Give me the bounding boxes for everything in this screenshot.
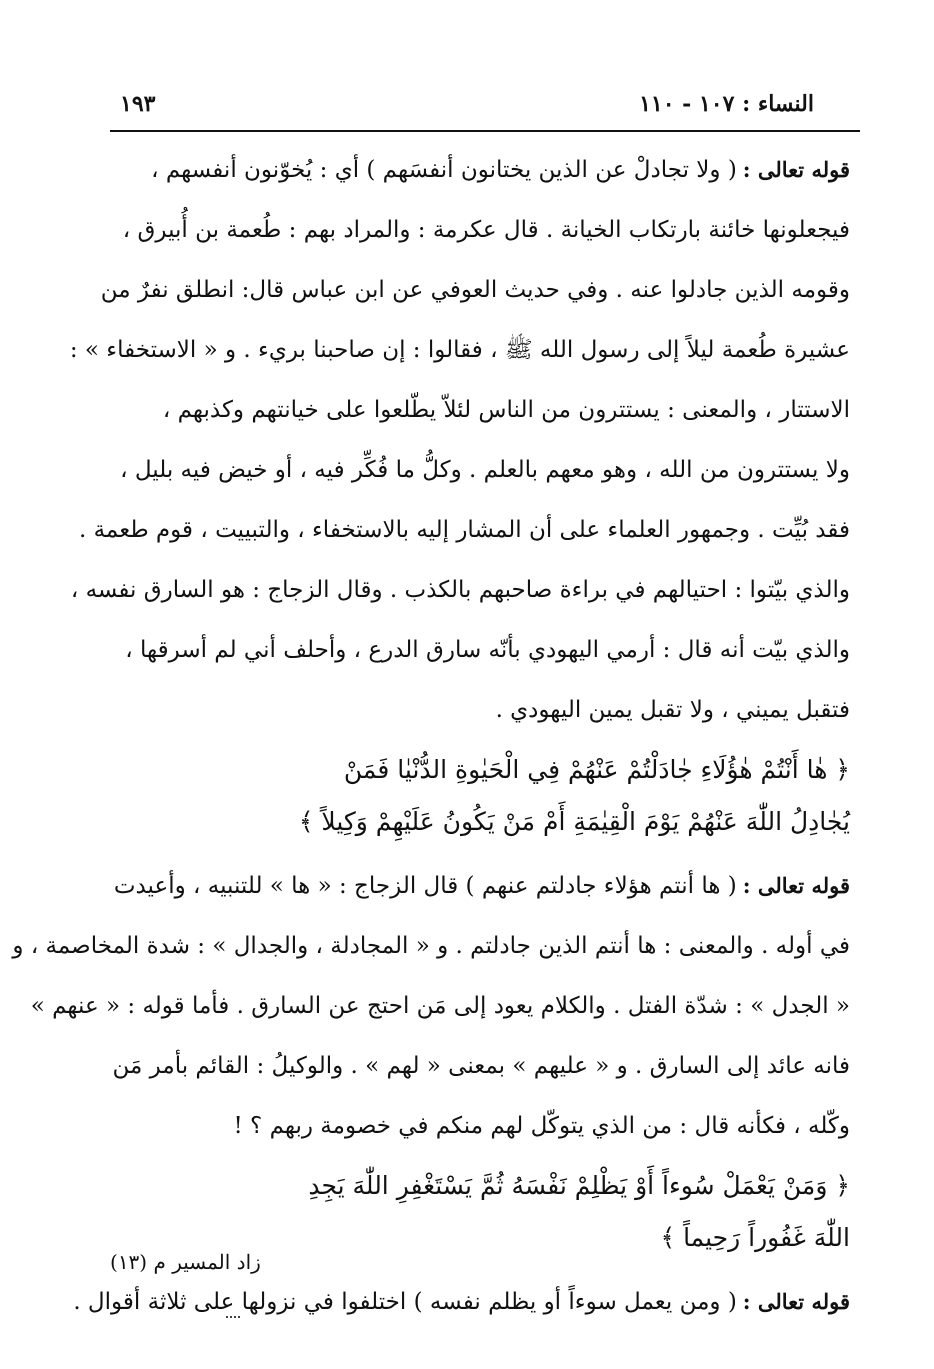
line-text: ( ولا تجادلْ عن الذين يختانون أنفسَهم ) أي : يُخوّنون أنفسهم ، [151, 157, 737, 183]
header-title: النساء : ١٠٧ - ١١٠ [639, 91, 814, 117]
verse-line: يُجٰادِلُ اللّٰهَ عَنْهُمْ يَوْمَ الْقِيٰمَةِ أَمْ مَنْ يَكُونُ عَلَيْهِمْ وَكِيلاً ﴾ [298, 807, 850, 836]
verse-line: ﴿ هٰا أَنْتُمْ هٰؤُلَاءِ جٰادَلْتُمْ عَنْهُمْ فِي الْحَيٰوةِ الدُّنْيٰا فَمَنْ [343, 755, 850, 784]
lead-phrase: قوله تعالى : [742, 157, 850, 182]
header-rule [110, 130, 860, 132]
text-line: ولا يستترون من الله ، وهو معهم بالعلم . وكلُّ ما فُكِّر فيه ، أو خيض فيه بليل ، [120, 457, 850, 483]
page-body [12, 140, 850, 1332]
text-line: فقد بُيِّت . وجمهور العلماء على أن المشار إليه بالاستخفاء ، والتبييت ، قوم طعمة . [78, 517, 850, 543]
text-line: فانه عائد إلى السارق . و « عليهم » بمعنى « لهم » . والوكيلُ : القائم بأمر مَن [112, 1053, 850, 1079]
signature-footer [110, 1250, 850, 1286]
text-line: والذي بيّت أنه قال : أرمي اليهودي بأنّه سارق الدرع ، وأحلف أني لم أسرقها ، [125, 637, 850, 663]
text-line: الاستتار ، والمعنى : يستترون من الناس لئلاّ يطّلعوا على خيانتهم وكذبهم ، [162, 397, 850, 423]
paragraph-1 [69, 140, 850, 740]
paragraph-2 [12, 856, 850, 1156]
line-text: ( ها أنتم هؤلاء جادلتم عنهم ) قال الزجاج : « ها » للتنبيه ، وأعيدت [113, 873, 737, 899]
text-line [110, 140, 850, 200]
lead-phrase: قوله تعالى : [742, 1289, 850, 1314]
quran-verse-1 [110, 744, 850, 848]
verse-line: اللّٰهَ غَفُوراً رَحِيماً ﴾ [660, 1223, 850, 1252]
page-number: ١٩٣ [120, 91, 156, 117]
text-line: وكّله ، فكأنه قال : من الذي يتوكّل لهم منكم في خصومة ربهم ؟ ! [233, 1113, 850, 1139]
signature-text: زاد المسير م (١٣) [110, 1250, 261, 1274]
verse-line: ﴿ وَمَنْ يَعْمَلْ سُوءاً أَوْ يَظْلِمْ نَفْسَهُ ثُمَّ يَسْتَغْفِرِ اللّٰهَ يَجِدِ [308, 1171, 850, 1200]
quran-verse-2 [110, 1160, 850, 1264]
text-line: والذي بيّتوا : احتيالهم في براءة صاحبهم بالكذب . وقال الزجاج : هو السارق نفسه ، [70, 577, 850, 603]
text-line [110, 856, 850, 916]
lead-phrase: قوله تعالى : [742, 873, 850, 898]
text-line: فتقبل يميني ، ولا تقبل يمين اليهودي . [495, 697, 850, 723]
running-header [120, 88, 814, 120]
text-line: « الجدل » : شدّة الفتل . والكلام يعود إلى مَن احتج عن السارق . فأما قوله : « عنهم » [30, 993, 850, 1019]
text-line: وقومه الذين جادلوا عنه . وفي حديث العوفي عن ابن عباس قال: انطلق نفرٌ من [100, 277, 850, 303]
text-line: في أوله . والمعنى : ها أنتم الذين جادلتم . و « المجادلة ، والجدال » : شدة المخاصمة ، و [12, 933, 850, 959]
text-line: فيجعلونها خائنة بارتكاب الخيانة . قال عكرمة : والمراد بهم : طُعمة بن أُبيرق ، [122, 217, 850, 243]
line-text: ( ومن يعمل سوءاً أو يظلم نفسه ) اختلفوا في نزولها على ثلاثة أقوال . [73, 1289, 737, 1315]
text-line: عشيرة طُعمة ليلاً إلى رسول الله ﷺ ، فقالوا : إن صاحبنا بريء . و « الاستخفاء » : [69, 337, 850, 363]
print-mark [226, 1316, 240, 1321]
